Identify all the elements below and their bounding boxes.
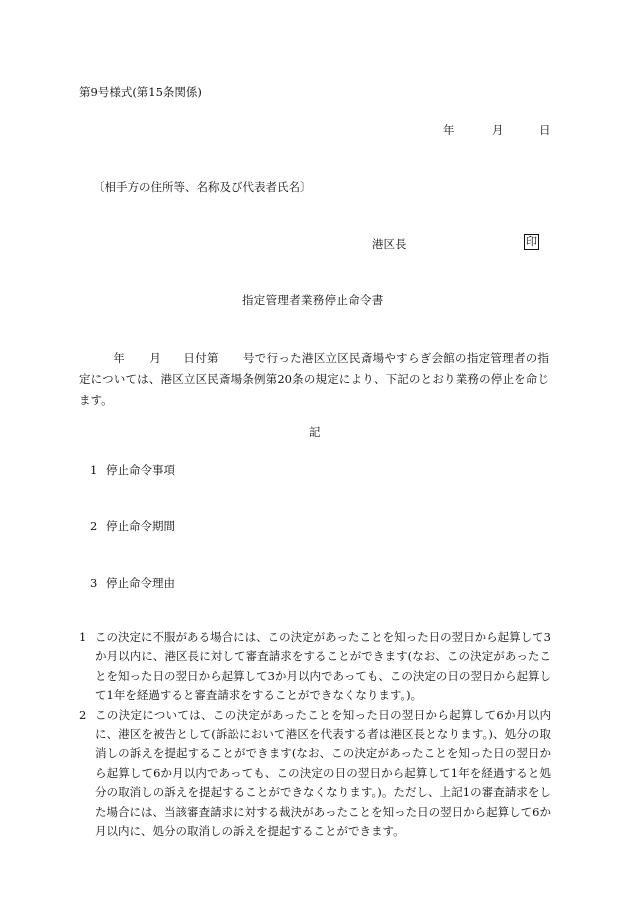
order-body: [79, 348, 549, 411]
recipient-placeholder: 〔相手方の住所等、名称及び代表者氏名〕: [93, 180, 312, 194]
note-text: この決定については、この決定があったことを知った日の翌日から起算して6か月以内に、港区を被告として(訴訟において港区を代表する者は港区長となります。)、処分の取消しの訴えを提起することができます(なお、この決定があったことを知った日の翌日から起算して6か月以内であっても、この決定の日の翌日から起算して1年を経過すると処分の取消しの訴えを提起することができなくなります。)。ただし、上記1の審査請求をした場合には、当該審査請求に対する裁決があったことを知った日の翌日から起算して6か月以内に、処分の取消しの訴えを提起することができます。: [95, 707, 551, 839]
item-label: 停止命令期間: [106, 519, 175, 533]
note-number: 1: [79, 630, 87, 644]
ki-heading: 記: [309, 425, 321, 439]
form-number: 第9号様式(第15条関係): [79, 85, 202, 99]
body-day-number-label: 日付第: [183, 351, 219, 365]
item-number: 1: [90, 463, 98, 477]
item-label: 停止命令事項: [106, 463, 175, 477]
note-number: 2: [79, 707, 87, 722]
item-stop-matter: [90, 462, 175, 478]
date-year-label: 年: [443, 123, 455, 137]
item-stop-reason: [90, 575, 175, 591]
date-day-label: 日: [539, 123, 551, 137]
body-month-label: 月: [149, 351, 162, 365]
date-month-label: 月: [492, 123, 504, 137]
item-label: 停止命令理由: [106, 576, 175, 590]
appeal-notes: [79, 628, 551, 841]
item-number: 2: [90, 519, 98, 533]
item-stop-period: [90, 518, 175, 534]
note-2: [79, 706, 551, 842]
body-text: 号で行った港区立区民斎場やすらぎ会館の指定管理者の指定については、港区立区民斎場条例第20条の規定により、下記のとおり業務の停止を命じます。: [79, 351, 550, 407]
seal-stamp: 印: [526, 235, 537, 248]
body-year-label: 年: [113, 351, 126, 365]
issuer-name: 港区長: [372, 237, 407, 251]
document-title: 指定管理者業務停止命令書: [242, 293, 384, 307]
note-1: [79, 628, 551, 706]
item-number: 3: [90, 576, 98, 590]
note-text: この決定に不服がある場合には、この決定があったことを知った日の翌日から起算して3か月以内に、港区長に対して審査請求をすることができます(なお、この決定があったことを知った日の翌日から起算して3か月以内であっても、この決定の日の翌日から起算して1年を経過すると審査請求をすることができなくなります。)。: [95, 630, 551, 703]
